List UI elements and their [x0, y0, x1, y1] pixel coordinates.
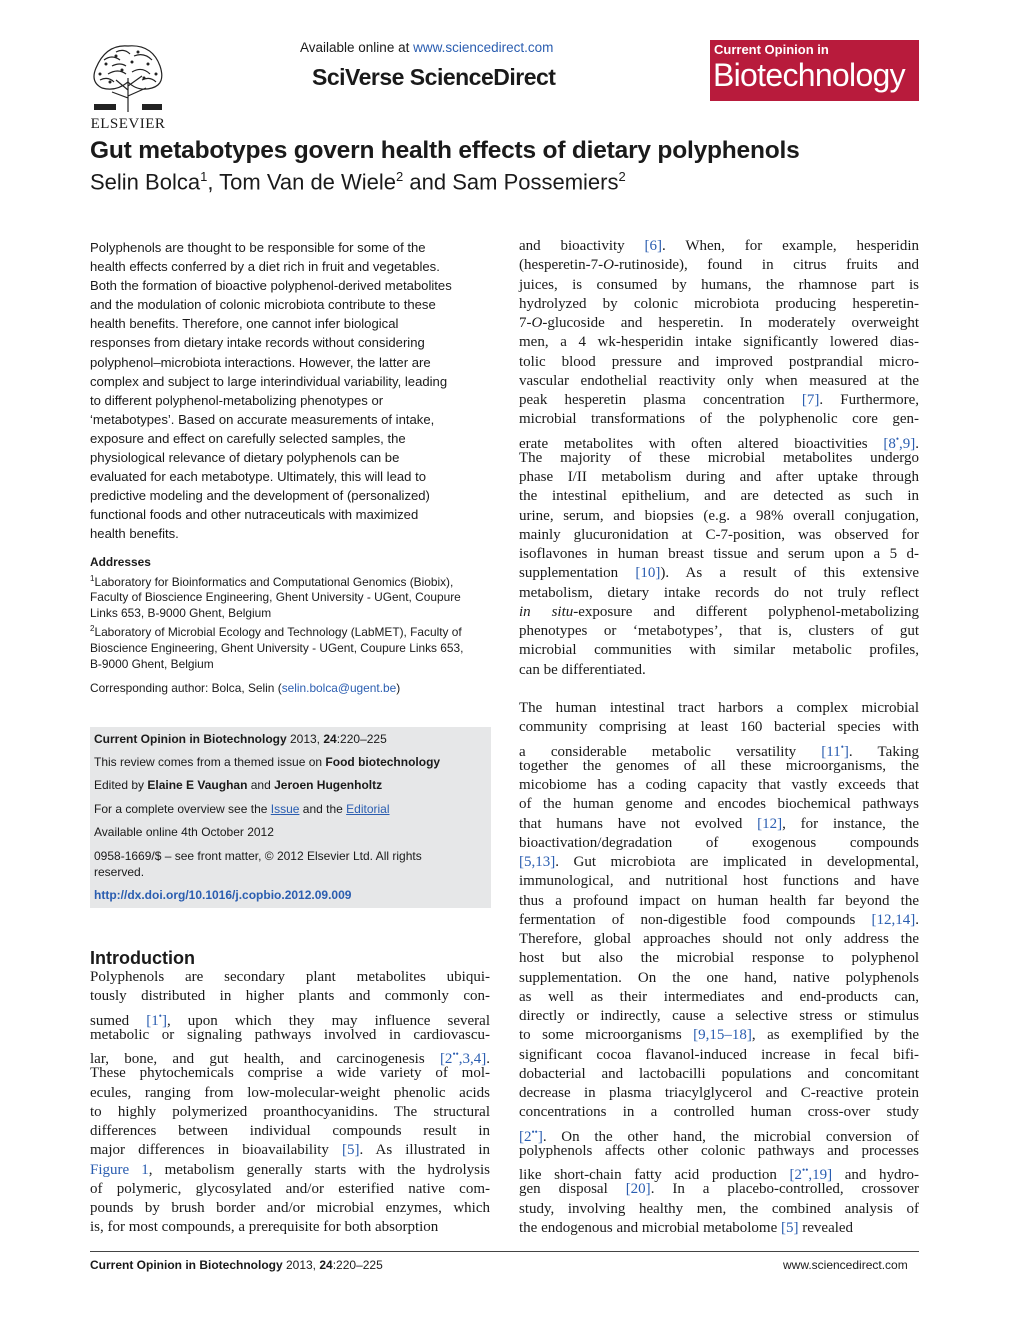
- text-line: [519, 718, 919, 737]
- text-run: fermentation of non-digestible food compounds: [519, 911, 872, 928]
- right-column-paragraph-2: [519, 699, 919, 1238]
- elsevier-wordmark: ELSEVIER: [90, 116, 166, 132]
- address-number: 2: [90, 624, 95, 634]
- text-line: [519, 256, 919, 275]
- text-run: lar, bone, and gut health, and carcinogenesis: [90, 1051, 440, 1067]
- text-run: sumed: [90, 1012, 147, 1029]
- text-line: [90, 1161, 490, 1180]
- citation-marker: •: [840, 741, 844, 752]
- text-line: [519, 276, 919, 295]
- text-run: of polymeric, glycosylated and/or esterified native com-: [90, 1180, 490, 1197]
- citation-link[interactable]: [11: [821, 743, 841, 760]
- citation-marker: ••: [802, 1165, 809, 1175]
- text-run: study, involving healthy men, the combined analysis of: [519, 1200, 919, 1217]
- text-run: supplementation. On the one hand, native polyphenols: [519, 969, 919, 986]
- info-journal: Current Opinion in Biotechnology: [94, 732, 287, 746]
- text-run: -glucoside and hesperetin. In moderately overweight: [542, 315, 919, 331]
- citation-link[interactable]: [1: [146, 1012, 159, 1029]
- text-line: [519, 584, 919, 603]
- journal-kicker: Current Opinion in: [714, 42, 829, 57]
- introduction-heading: Introduction: [90, 948, 195, 968]
- info-pages: :220–225: [336, 732, 387, 746]
- abstract-line: and the modulation of colonic microbiota contribute to these: [90, 297, 436, 313]
- text-line: [519, 1161, 919, 1183]
- text-run: the intestinal epithelium, and are detected as such in: [519, 488, 919, 505]
- citation-link[interactable]: [2: [789, 1167, 803, 1183]
- text-line: [519, 1103, 919, 1122]
- address-item: [90, 571, 490, 622]
- text-run: men, a 4 wk-hesperidin intake significantly lowered dias-: [519, 334, 919, 351]
- overview-prefix: For a complete overview see the: [94, 802, 271, 816]
- text-line: [519, 545, 919, 564]
- text-run: revealed: [798, 1219, 854, 1236]
- text-run: . In a placebo-controlled, crossover: [650, 1181, 919, 1198]
- footer-volume: 24: [319, 1258, 333, 1272]
- citation-link[interactable]: [20]: [625, 1181, 651, 1198]
- text-line: [90, 1007, 490, 1029]
- text-line: [519, 795, 919, 814]
- citation-link[interactable]: [5]: [342, 1142, 360, 1159]
- text-line: [519, 815, 919, 834]
- text-line: [519, 757, 919, 776]
- text-line: [519, 449, 919, 468]
- text-run: isoflavones in human breast tissue and serum upon a 5 d-: [519, 546, 919, 562]
- text-run: . As illustrated in: [359, 1142, 490, 1159]
- right-column-paragraph-1: [519, 237, 919, 680]
- text-line: [519, 372, 919, 391]
- doi-link[interactable]: http://dx.doi.org/10.1016/j.copbio.2012.09.009: [94, 888, 352, 902]
- text-run: tously distributed in higher plants and commonly con-: [90, 988, 490, 1005]
- sciencedirect-link[interactable]: www.sciencedirect.com: [413, 40, 554, 55]
- text-run: .: [915, 435, 919, 452]
- journal-logo: [710, 40, 919, 101]
- citation-link[interactable]: ,3,4]: [458, 1051, 487, 1067]
- citation-link[interactable]: [2: [519, 1128, 532, 1145]
- text-run: 7-: [519, 315, 532, 331]
- info-year: 2013,: [286, 732, 324, 746]
- text-line: [90, 1026, 490, 1045]
- text-run: concentrations in a controlled human cross-over study: [519, 1104, 919, 1121]
- text-line: [519, 622, 919, 641]
- text-run: .: [486, 1051, 490, 1067]
- text-run: decrease in plasma triacylglycerol and C-reactive protein: [519, 1085, 919, 1101]
- abstract-line: physiological relevance of dietary polyphenols can be: [90, 450, 400, 466]
- text-run: like short-chain fatty acid production: [519, 1167, 790, 1183]
- text-line: [519, 1180, 919, 1199]
- text-line: [519, 738, 920, 760]
- text-line: [519, 930, 919, 949]
- corresponding-suffix: ): [396, 681, 401, 695]
- author-separator: and: [403, 169, 453, 195]
- text-run: tolic blood pressure and improved postprandial micro-: [519, 353, 919, 370]
- text-run: . When, for example, hesperidin: [662, 238, 919, 254]
- text-line: [519, 1142, 919, 1161]
- address-line: Laboratory for Bioinformatics and Computational Genomics (Biobix),: [94, 574, 454, 589]
- text-run: -rutinoside), found in citrus fruits and: [613, 257, 919, 274]
- citation-link[interactable]: ]: [161, 1012, 167, 1029]
- corresponding-author: [90, 681, 490, 695]
- text-run: polyphenols affects other colonic pathways and processes: [519, 1142, 919, 1159]
- text-run: ). As a result of this extensive: [660, 565, 919, 582]
- text-run: directly or indirectly, cause a selective stress or stimulus: [519, 1008, 919, 1024]
- abstract: [90, 238, 490, 544]
- citation-link[interactable]: [12,14]: [871, 911, 916, 928]
- text-line: [519, 988, 919, 1007]
- text-run: metabolic or signaling pathways involved in cardiovascu-: [90, 1026, 490, 1043]
- text-line: [90, 1122, 490, 1141]
- author-name: Sam Possemiers: [452, 169, 619, 195]
- info-volume: 24: [323, 732, 337, 746]
- text-line: [90, 1218, 490, 1237]
- footer-url[interactable]: www.sciencedirect.com: [783, 1258, 908, 1272]
- author-affiliation: 2: [396, 169, 404, 184]
- text-line: [519, 333, 919, 352]
- text-line: [90, 1141, 490, 1160]
- text-run: , metabolism generally starts with the hydrolysis: [148, 1161, 490, 1178]
- citation-marker: ••: [531, 1126, 538, 1137]
- issue-prefix: This review comes from a themed issue on: [94, 755, 326, 769]
- editorial-link[interactable]: Editorial: [346, 802, 390, 816]
- editors-line: [94, 778, 382, 793]
- edited-prefix: Edited by: [94, 778, 148, 792]
- text-line: [519, 641, 919, 660]
- citation-link[interactable]: [9,15–18]: [693, 1027, 752, 1044]
- text-line: [90, 1103, 490, 1122]
- citation-link[interactable]: [2: [439, 1051, 453, 1067]
- text-run: the endogenous and microbial metabolome: [519, 1219, 782, 1236]
- author-affiliation: 1: [200, 169, 208, 184]
- text-line: [519, 776, 919, 795]
- text-line: [519, 949, 919, 968]
- text-line: [519, 237, 919, 256]
- text-run: (hesperetin-7-: [519, 257, 604, 274]
- text-run: vascular endothelial reactivity only when measured at the: [519, 372, 919, 389]
- text-run: juices, is consumed by humans, the rhamnose part is: [519, 276, 919, 293]
- text-run: The majority of these microbial metabolites undergo: [519, 449, 919, 466]
- text-line: [519, 507, 919, 526]
- text-run: as well as their intermediates and end-products can,: [519, 988, 919, 1005]
- text-run: and bioactivity: [519, 238, 645, 254]
- text-run: phenotypes or ‘metabotypes’, that is, clusters of gut: [519, 623, 919, 639]
- text-run: phase I/II metabolism during and after uptake through: [519, 469, 919, 485]
- citation-link[interactable]: [10]: [635, 565, 661, 582]
- citation-link[interactable]: Figure 1: [90, 1161, 149, 1178]
- text-run: bioactivation/degradation of exogenous compounds: [519, 834, 919, 851]
- text-line: [90, 987, 490, 1006]
- footer-year: 2013,: [282, 1258, 320, 1272]
- copyright-line-2: reserved.: [94, 865, 145, 879]
- elsevier-logo: [86, 38, 170, 133]
- text-line: [519, 872, 919, 891]
- citation-link[interactable]: ,19]: [808, 1167, 833, 1183]
- text-line: [519, 1046, 919, 1065]
- abstract-line: to different polyphenol-metabolizing phenotypes or: [90, 392, 384, 408]
- text-run: immunological, and nutritional host functions and have: [519, 873, 919, 890]
- text-run: major differences in bioavailability: [90, 1142, 342, 1159]
- article-title: Gut metabotypes govern health effects of dietary polyphenols: [90, 137, 800, 164]
- text-line: [519, 353, 919, 372]
- abstract-line: Polyphenols are thought to be responsible for some of the: [90, 240, 426, 255]
- text-run: and hydro-: [832, 1167, 919, 1183]
- footer-citation: [90, 1258, 383, 1272]
- citation-link[interactable]: [7]: [801, 392, 820, 408]
- text-run: micobiome has a coding capacity that vastly exceeds that: [519, 777, 919, 793]
- introduction-body: [90, 968, 490, 1238]
- citation-link[interactable]: ]: [537, 1128, 543, 1145]
- text-run: peak hesperetin plasma concentration: [519, 392, 802, 408]
- text-line: [519, 1123, 919, 1145]
- text-line: [519, 1026, 919, 1045]
- addresses: [90, 555, 490, 672]
- text-line: [519, 430, 919, 452]
- citation-link[interactable]: [6]: [644, 238, 663, 254]
- text-run: of the human genome and encodes biochemical pathways: [519, 796, 919, 813]
- text-line: [519, 526, 919, 545]
- text-run: . On the other hand, the microbial conversion of: [542, 1128, 919, 1145]
- address-line: B-9000 Ghent, Belgium: [90, 656, 214, 671]
- text-line: [519, 834, 919, 853]
- text-line: [519, 1007, 919, 1026]
- text-run: urine, serum, and biopsies (e.g. a 98% overall conjugation,: [519, 507, 919, 524]
- abstract-line: ‘metabotypes’. Based on accurate measurements of intake,: [90, 411, 435, 427]
- text-line: [519, 468, 919, 487]
- text-line: [519, 391, 919, 410]
- text-run: a considerable metabolic versatility: [519, 743, 822, 760]
- text-run: , for instance, the: [782, 815, 919, 832]
- author-separator: ,: [207, 169, 220, 195]
- text-line: [90, 1045, 490, 1067]
- text-run: Polyphenols are secondary plant metabolites ubiqui-: [90, 969, 490, 985]
- text-line: [90, 1180, 490, 1199]
- text-run: microbial communities with similar metabolic profiles,: [519, 642, 919, 659]
- available-date: Available online 4th October 2012: [94, 825, 274, 839]
- text-run: gen disposal: [519, 1181, 626, 1198]
- address-line: Faculty of Bioscience Engineering, Ghent University - UGent, Coupure: [90, 590, 461, 605]
- addresses-heading: Addresses: [90, 555, 151, 569]
- text-run: differences between individual compounds result in: [90, 1123, 490, 1139]
- text-run: , as exemplified by the: [751, 1027, 919, 1044]
- address-line: Bioscience Engineering, Ghent University - UGent, Coupure Links 653,: [90, 640, 464, 655]
- text-run: The human intestinal tract harbors a complex microbial: [519, 700, 919, 716]
- available-online: [300, 40, 553, 55]
- text-line: [519, 295, 919, 314]
- citation-link[interactable]: [5,13]: [519, 854, 556, 870]
- text-run: -exposure and different polyphenol-metabolizing: [573, 603, 919, 620]
- editor-2: Jeroen Hugenholtz: [274, 778, 383, 792]
- sciverse-sciencedirect-logo: SciVerse ScienceDirect: [312, 64, 556, 90]
- text-line: [519, 911, 919, 930]
- issue-topic: Food biotechnology: [325, 755, 441, 769]
- themed-issue-line: [94, 755, 440, 770]
- text-line: [519, 969, 919, 988]
- abstract-line: Both the formation of bioactive polyphenol-derived metabolites: [90, 278, 452, 294]
- abstract-line: health effects conferred by a diet rich in fruit and vegetables.: [90, 259, 440, 275]
- text-line: [519, 603, 919, 622]
- text-run: together the genomes of all these microorganisms, the: [519, 757, 919, 774]
- citation-marker: ••: [452, 1049, 459, 1059]
- text-run: ecules, ranging from low-molecular-weight phenolic acids: [90, 1084, 490, 1101]
- text-run: to some microorganisms: [519, 1027, 694, 1044]
- doi-row: [94, 888, 351, 903]
- citation-link[interactable]: ]: [843, 743, 849, 760]
- citation-link[interactable]: ,9]: [899, 435, 916, 452]
- abstract-line: exposure and effect on carefully selected samples, the: [90, 430, 406, 446]
- overview-line: [94, 802, 390, 817]
- corresponding-prefix: Corresponding author: Bolca, Selin (: [90, 681, 282, 695]
- abstract-line: health benefits. Therefore, one cannot infer biological: [90, 316, 399, 332]
- copyright-line-1: 0958-1669/$ – see front matter, © 2012 Elsevier Ltd. All rights: [94, 849, 422, 863]
- text-run: thus a profound impact on human health far beyond the: [519, 892, 919, 909]
- citation-link[interactable]: [5]: [781, 1219, 799, 1236]
- italic-run: in situ: [519, 603, 574, 620]
- text-line: [90, 968, 490, 987]
- text-line: [519, 487, 919, 506]
- footer-journal: Current Opinion in Biotechnology: [90, 1258, 283, 1272]
- text-line: [519, 410, 919, 429]
- text-run: . Furthermore,: [819, 392, 919, 408]
- text-run: , upon which they may influence several: [166, 1012, 490, 1029]
- overview-and: and the: [299, 802, 347, 816]
- text-run: . Gut microbiota are implicated in developmental,: [555, 854, 919, 870]
- citation-marker: •: [895, 433, 899, 444]
- corresponding-email-link[interactable]: selin.bolca@ugent.be: [281, 681, 397, 695]
- italic-run: O: [603, 257, 614, 274]
- author-affiliation: 2: [618, 169, 626, 184]
- article-info-box: [90, 727, 491, 908]
- elsevier-tree-icon: [86, 38, 170, 114]
- address-item: [90, 621, 490, 672]
- text-line: [519, 892, 919, 911]
- text-run: to highly polymerized proanthocyanidins. The structural: [90, 1103, 490, 1120]
- text-run: significant cocoa flavanol-induced increase in fecal bifi-: [519, 1046, 919, 1063]
- text-line: [519, 1065, 919, 1084]
- text-run: pounds by brush border and/or microbial enzymes, which: [90, 1200, 490, 1216]
- address-line: Links 653, B-9000 Ghent, Belgium: [90, 605, 272, 620]
- text-line: [90, 1199, 490, 1218]
- text-run: supplementation: [519, 565, 636, 582]
- author-name: Tom Van de Wiele: [219, 169, 397, 195]
- text-run: metabolism, dietary intake records do not truly reflect: [519, 584, 919, 601]
- editor-1: Elaine E Vaughan: [147, 778, 248, 792]
- text-run: These phytochemicals comprise a wide variety of mol-: [90, 1065, 490, 1082]
- text-run: hydrolyzed by colonic microbiota producing hesperetin-: [519, 295, 919, 312]
- abstract-line: predictive modeling and the development of (personalized): [90, 488, 430, 504]
- footer-rule: [90, 1251, 919, 1252]
- footer-pages: :220–225: [332, 1258, 383, 1272]
- text-run: can be differentiated.: [519, 661, 646, 678]
- text-line: [519, 1219, 919, 1238]
- text-line: [519, 564, 919, 583]
- italic-run: O: [531, 315, 543, 331]
- text-line: [519, 661, 919, 680]
- text-run: community comprising at least 160 bacterial species with: [519, 719, 919, 736]
- abstract-line: health benefits.: [90, 526, 179, 542]
- text-run: dobacterial and lactobacilli populations and concomitant: [519, 1065, 919, 1082]
- text-run: .: [915, 911, 919, 928]
- text-line: [519, 853, 919, 872]
- citation-line: [94, 732, 387, 747]
- citation-link[interactable]: [8: [883, 435, 896, 452]
- author-name: Selin Bolca: [90, 169, 201, 195]
- text-run: is, for most compounds, a prerequisite for both absorption: [90, 1219, 439, 1236]
- editors-and: and: [247, 778, 275, 792]
- text-line: [90, 1084, 490, 1103]
- text-run: erate metabolites with often altered bioactivities: [519, 435, 884, 452]
- abstract-line: complex and subject to large interindividual variability, leading: [90, 373, 448, 389]
- author-list: [90, 169, 626, 195]
- citation-marker: •: [158, 1010, 162, 1021]
- available-prefix: Available online at: [300, 40, 414, 55]
- abstract-line: responses from dietary intake records without considering: [90, 335, 425, 351]
- abstract-line: functional foods and other nutraceuticals with maximized: [90, 507, 419, 523]
- text-run: microbial transformations of the polyphenolic core gen-: [519, 411, 919, 428]
- text-run: mainly glucuronidation at C-7-position, was observed for: [519, 526, 919, 543]
- text-line: [519, 314, 919, 333]
- text-line: [519, 699, 919, 718]
- text-run: host but also the microbial response to polyphenol: [519, 950, 919, 967]
- text-line: [519, 1084, 919, 1103]
- text-run: that humans have not evolved: [519, 815, 758, 832]
- issue-link[interactable]: Issue: [270, 802, 300, 816]
- text-run: . Taking: [848, 743, 920, 760]
- journal-name: Biotechnology: [713, 57, 905, 93]
- text-line: [90, 1064, 490, 1083]
- address-line: Laboratory of Microbial Ecology and Technology (LabMET), Faculty of: [94, 625, 462, 640]
- text-run: Therefore, global approaches should not only address the: [519, 931, 919, 947]
- abstract-line: polyphenol–microbiota interactions. However, the latter are: [90, 354, 431, 370]
- citation-link[interactable]: [12]: [757, 815, 783, 832]
- address-number: 1: [90, 573, 95, 583]
- abstract-line: evaluated for each metabotype. Ultimately, this will lead to: [90, 469, 426, 485]
- text-line: [519, 1200, 919, 1219]
